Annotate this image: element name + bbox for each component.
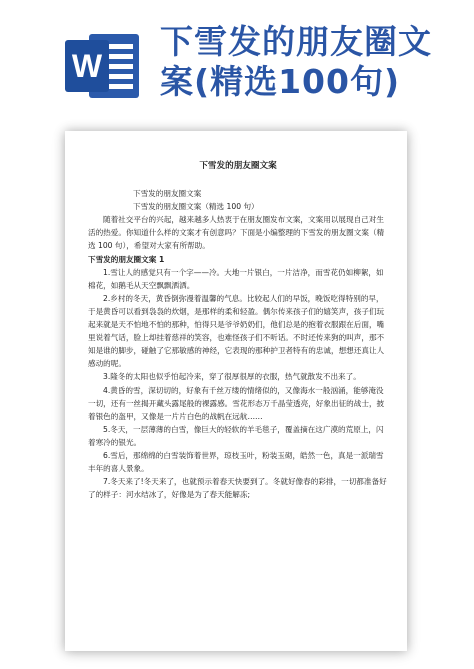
document-title: 下雪发的朋友圈文案 (199, 161, 277, 171)
header-banner (0, 0, 474, 120)
list-item: 3.隆冬的太阳也似乎怕起冷来，穿了很厚很厚的衣服，热气就散发不出来了。 (103, 372, 361, 382)
section-heading: 下雪发的朋友圈文案 1 (88, 254, 165, 264)
word-document-icon (63, 30, 143, 102)
document-subtitle: 下雪发的朋友圈文案（精选 100 句） (133, 202, 259, 212)
list-item: 2.乡村的冬天，黄昏倒弥漫着温馨的气息。比较起人们的早饭，晚饭吃得特别的早，于是黄昏可以看到袅袅的炊烟，是那样的柔和轻盈。偶尔传来孩子们的嬉笑声，孩子们玩起来就是天不怕地不怕的那种，怕得只是爷爷奶奶们，他们总是的抱着衣服跟在后面，嘴里说着气话，脸上却挂着慈祥的笑容，也难怪孩子们不听话。不时还传来狗的叫声，那不知是谁的脚步，碰触了它那敏感的神经，它表现的那种护卫者特有的忠诚，想想还真让人感动的呢。 (88, 293, 385, 369)
list-item: 1.雪让人的感觉只有一个字——冷。大地一片银白，一片洁净，而雪花仍如柳絮，如棉花，如鹅毛从天空飘飘洒洒。 (88, 267, 384, 290)
list-item: 5.冬天，一层薄薄的白雪，像巨大的轻软的羊毛毯子，覆盖摘在这广漠的荒原上，闪着寒冷的银光。 (88, 424, 384, 447)
page-title: 下雪发的朋友圈文案(精选100句) (160, 22, 432, 101)
intro-paragraph: 随着社交平台的兴起，越来越多人热衷于在朋友圈发布文案，文案用以展现自己对生活的热爱。你知道什么样的文案才有创意吗？下面是小编整理的下雪发的朋友圈文案（精选 100 句），希望对大家有所帮助。 (88, 215, 385, 251)
document-body (88, 160, 388, 501)
document-subtitle: 下雪发的朋友圈文案 (133, 189, 202, 199)
svg-text:W: W (71, 48, 103, 84)
list-item: 7.冬天来了!冬天来了，也就预示着春天快要到了。冬就好像春的彩排，一切都准备好了的样子：河水结冰了，好像是为了春天能解冻; (88, 477, 387, 500)
list-item: 4.黄昏的雪，深切切的，好象有千丝万缕的情绪似的，又像海水一般汹涌，能够淹没一切，还有一丝揭开藏头露尾般的裸露感。雪花形态万千晶莹透亮，好象出征的战士，披着银色的盔甲，又像是一片片白色的战帆在远航…… (88, 385, 385, 421)
list-item: 6.雪后，那绵绵的白雪装饰着世界，琼枝玉叶，粉装玉砌，皓然一色，真是一派瑞雪丰年的喜人景象。 (88, 450, 384, 474)
